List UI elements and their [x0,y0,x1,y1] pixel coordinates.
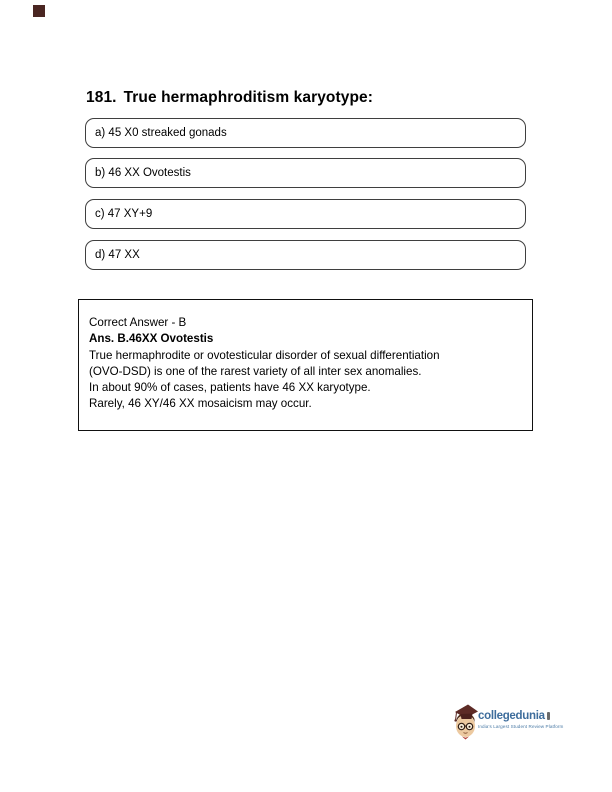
logo-text-block [478,703,563,729]
explanation-line: In about 90% of cases, patients have 46 XX karyotype. [89,381,371,395]
option-c[interactable] [85,199,526,229]
question-title [86,89,373,107]
explanation-line: Rarely, 46 XY/46 XX mosaicism may occur. [89,397,312,411]
logo-trademark-icon [547,712,550,720]
question-number: 181. [86,89,117,106]
answer-explanation-box [78,299,533,431]
explanation-line: (OVO-DSD) is one of the rarest variety of all inter sex anomalies. [89,364,422,378]
collegedunia-mascot-icon [452,703,480,740]
question-text: True hermaphroditism karyotype: [123,89,374,106]
option-b-label: b) 46 XX Ovotestis [95,167,191,179]
option-a-label: a) 45 X0 streaked gonads [95,127,227,139]
option-d-label: d) 47 XX [95,249,140,261]
collegedunia-logo[interactable] [452,703,564,745]
logo-tagline: India's Largest Student Review Platform [478,723,564,729]
option-c-label: c) 47 XY+9 [95,208,153,220]
logo-brand-text: collegedunia [478,710,545,722]
correct-answer-line: Correct Answer - B [89,316,187,329]
explanation-line: True hermaphrodite or ovotesticular disorder of sexual differentiation [89,348,440,362]
option-a[interactable] [85,118,526,148]
option-b[interactable] [85,158,526,188]
answer-line: Ans. B.46XX Ovotestis [89,332,214,346]
option-d[interactable] [85,240,526,270]
page-marker [33,5,45,17]
